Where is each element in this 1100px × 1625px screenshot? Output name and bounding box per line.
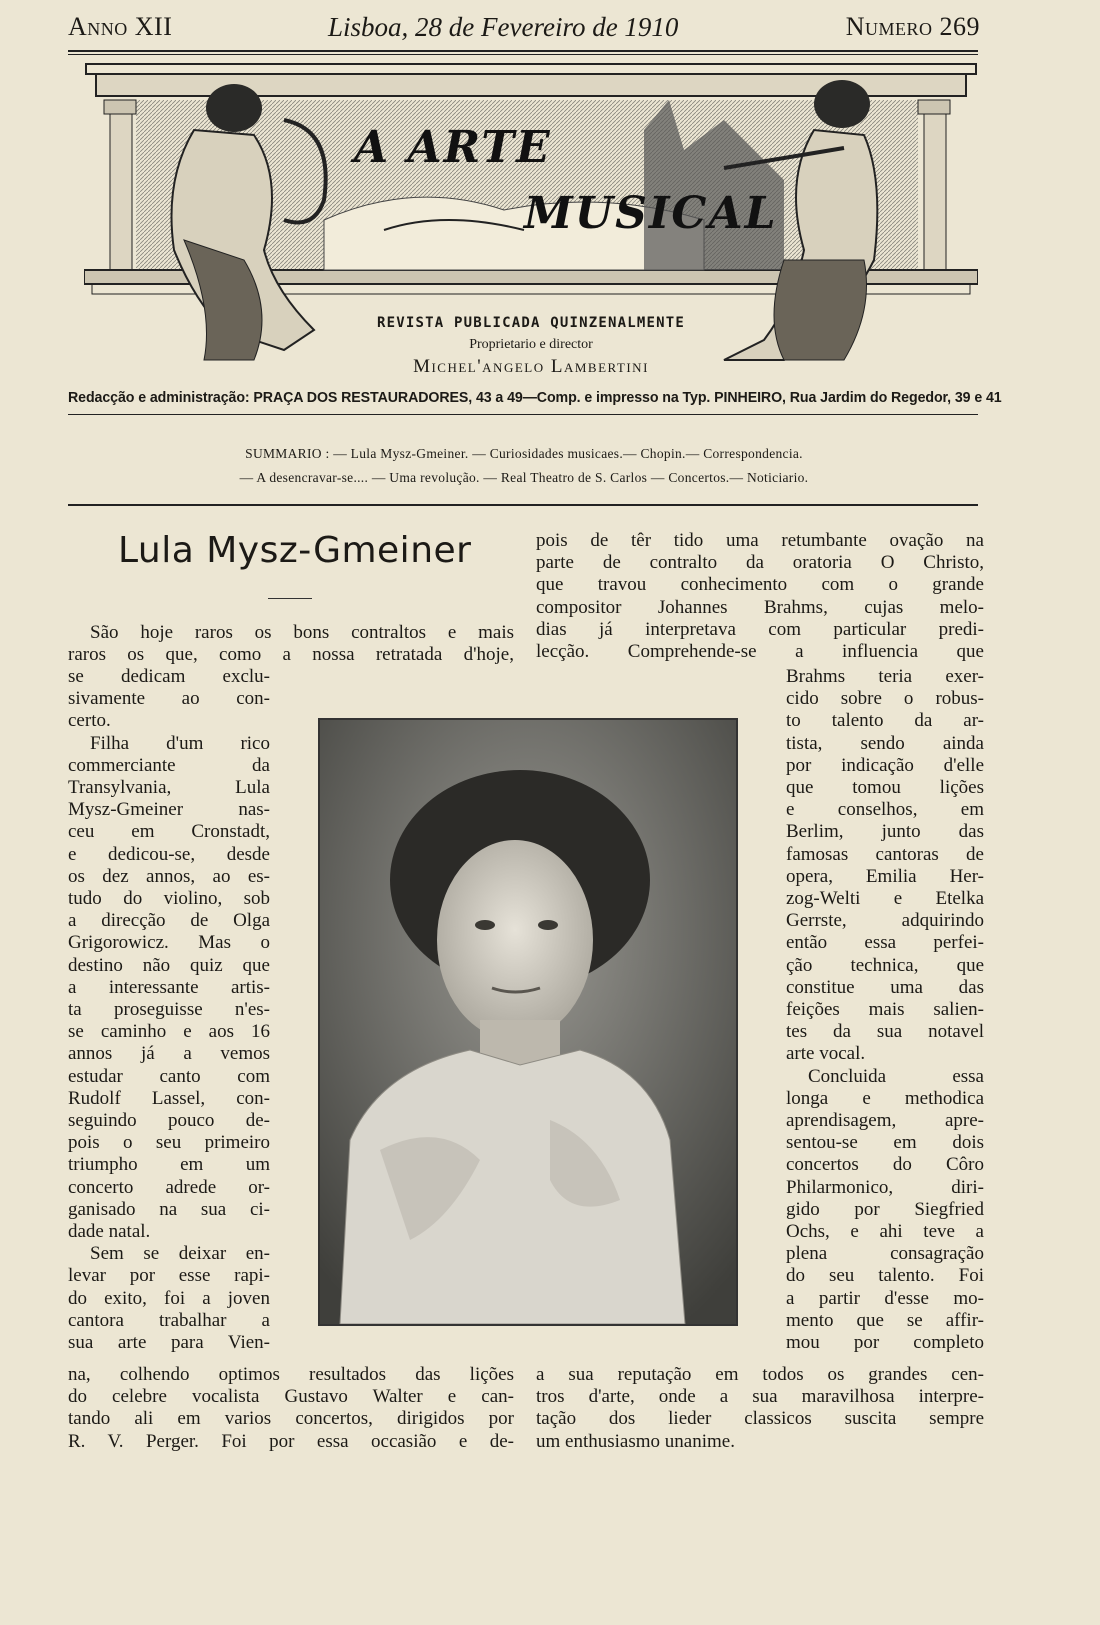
article-line: que travou conhecimento com o grande <box>536 574 984 596</box>
article-line: do seu talento. Foi <box>786 1265 984 1287</box>
article-line: sentou-se em dois <box>786 1132 984 1154</box>
article-line: na, colhendo optimos resultados das lições <box>68 1364 514 1385</box>
masthead-title-line-1: A ARTE <box>354 122 552 173</box>
article-line: e conselhos, em <box>786 799 984 821</box>
article-line: Brahms teria exer- <box>786 666 984 687</box>
right-column-intro <box>536 530 984 663</box>
article-line: sua arte para Vien- <box>68 1332 270 1354</box>
summary-line-2: — A desencravar-se.... — Uma revolução. — Real Theatro de S. Carlos — Concertos.— Noticiario. <box>239 470 809 485</box>
article-line: concerto adrede or- <box>68 1176 270 1198</box>
article-line: Berlim, junto das <box>786 821 984 843</box>
portrait-photo <box>318 718 738 1326</box>
article-line: tros d'arte, onde a sua maravilhosa interpre- <box>536 1386 984 1408</box>
article-line: mou por completo <box>786 1332 984 1354</box>
article-line: tando ali em varios concertos, dirigidos por <box>68 1408 514 1430</box>
article-line: raros os que, como a nossa retratada d'hoje, <box>68 644 514 666</box>
article-line: certo. <box>68 710 111 732</box>
article-line: Philarmonico, diri- <box>786 1176 984 1198</box>
article-line: Gerrste, adquirindo <box>786 910 984 932</box>
article-line: levar por esse rapi- <box>68 1265 270 1287</box>
article-line: a sua reputação em todos os grandes cen- <box>536 1364 984 1385</box>
article-line: Transylvania, Lula <box>68 777 270 799</box>
article-line: Filha d'um rico <box>90 732 270 754</box>
article-line: longa e methodica <box>786 1087 984 1109</box>
article-line: lecção. Comprehende-se a influencia que <box>536 641 984 663</box>
article-line: gido por Siegfried <box>786 1198 984 1220</box>
article-line: plena consagração <box>786 1243 984 1265</box>
article-line: constitue uma das <box>786 976 984 998</box>
article-line: e dedicou-se, desde <box>68 843 270 865</box>
article-line: feições mais salien- <box>786 999 984 1021</box>
masthead <box>84 60 978 380</box>
masthead-subtitle: REVISTA PUBLICADA QUINZENALMENTE <box>376 315 686 331</box>
article-line: ção technica, que <box>786 954 984 976</box>
article-line: Rudolf Lassel, con- <box>68 1087 270 1109</box>
left-column-intro <box>68 622 514 666</box>
article-title: Lula Mysz-Gmeiner <box>118 530 472 571</box>
left-column-wrap <box>68 666 270 1354</box>
article-line: tudo do violino, sob <box>68 888 270 910</box>
article-line: ta proseguisse n'es- <box>68 999 270 1021</box>
article-line: seguindo pouco de- <box>68 1110 270 1132</box>
right-column-bottom <box>536 1364 984 1453</box>
article-line: destino não quiz que <box>68 954 270 976</box>
article-line: pois o seu primeiro <box>68 1132 270 1154</box>
article-line: do celebre vocalista Gustavo Walter e can- <box>68 1386 514 1408</box>
article-line: R. V. Perger. Foi por essa occasião e de- <box>68 1430 514 1452</box>
proprietor-name: Michel'angelo Lambertini <box>413 356 649 377</box>
dateline: Lisboa, 28 de Fevereiro de 1910 <box>328 12 679 42</box>
article-line: sivamente ao con- <box>68 688 270 710</box>
left-column-bottom <box>68 1364 514 1453</box>
article-line: arte vocal. <box>786 1043 866 1065</box>
proprietor-label: Proprietario e director <box>469 337 593 352</box>
issue-number: Numero 269 <box>845 12 980 41</box>
article-line: mento que se affir- <box>786 1309 984 1331</box>
article-line: um enthusiasmo unanime. <box>536 1430 735 1452</box>
issue-header <box>68 12 980 46</box>
article-line: zog-Welti e Etelka <box>786 888 984 910</box>
article-line: triumpho em um <box>68 1154 270 1176</box>
article-line: opera, Emilia Her- <box>786 865 984 887</box>
article-line: se caminho e aos 16 <box>68 1021 270 1043</box>
article-line: cantora trabalhar a <box>68 1309 270 1331</box>
article-line: Sem se deixar en- <box>90 1243 270 1265</box>
article-line: Mysz-Gmeiner nas- <box>68 799 270 821</box>
portrait-image <box>320 720 736 1324</box>
article-line: cido sobre o robus- <box>786 688 984 710</box>
article-line: dade natal. <box>68 1221 151 1243</box>
article-line: que tomou lições <box>786 777 984 799</box>
article-line: to talento da ar- <box>786 710 984 732</box>
article-line: tação dos lieder classicos suscita sempre <box>536 1408 984 1430</box>
article-line: se dedicam exclu- <box>68 666 270 687</box>
header-rule <box>68 50 978 52</box>
article-line: Ochs, e ahi teve a <box>786 1221 984 1243</box>
article-line: então essa perfei- <box>786 932 984 954</box>
article-line: parte de contralto da oratoria O Christo, <box>536 552 984 574</box>
article-line: Concluida essa <box>808 1065 984 1087</box>
article-line: dias já interpretava com particular predi- <box>536 618 984 640</box>
article-line: a partir d'esse mo- <box>786 1287 984 1309</box>
article-line: annos já a vemos <box>68 1043 270 1065</box>
article-line: ceu em Cronstadt, <box>68 821 270 843</box>
volume-label: Anno XII <box>68 12 173 41</box>
address-line: Redacção e administração: PRAÇA DOS RESTAURADORES, 43 a 49—Comp. e impresso na Typ. PINHEIRO, Rua Jardim do Regedor, 39 e 41 <box>68 390 1002 406</box>
title-divider <box>268 598 312 599</box>
masthead-title-line-2: MUSICAL <box>524 188 778 239</box>
article-line: concertos do Côro <box>786 1154 984 1176</box>
article-line: commerciante da <box>68 754 270 776</box>
article-line: Grigorowicz. Mas o <box>68 932 270 954</box>
article-line: ganisado na sua ci- <box>68 1198 270 1220</box>
article-line: tes da sua notavel <box>786 1021 984 1043</box>
article-line: pois de têr tido uma retumbante ovação na <box>536 530 984 551</box>
summary-line-1: SUMMARIO : — Lula Mysz-Gmeiner. — Curiosidades musicaes.— Chopin.— Correspondencia. <box>245 446 803 461</box>
address-rule <box>68 414 978 415</box>
article-line: estudar canto com <box>68 1065 270 1087</box>
article-line: por indicação d'elle <box>786 754 984 776</box>
article-line: aprendisagem, apre- <box>786 1110 984 1132</box>
article-line: famosas cantoras de <box>786 843 984 865</box>
summary-rule <box>68 504 978 506</box>
article-line: do exito, foi a joven <box>68 1287 270 1309</box>
article-line: São hoje raros os bons contraltos e mais <box>90 622 514 643</box>
article-line: a interessante artis- <box>68 976 270 998</box>
header-rule-thin <box>68 54 978 55</box>
article-line: os dez annos, ao es- <box>68 865 270 887</box>
right-column-wrap <box>786 666 984 1354</box>
article-line: a direcção de Olga <box>68 910 270 932</box>
article-line: compositor Johannes Brahms, cujas melo- <box>536 596 984 618</box>
article-line: tista, sendo ainda <box>786 732 984 754</box>
